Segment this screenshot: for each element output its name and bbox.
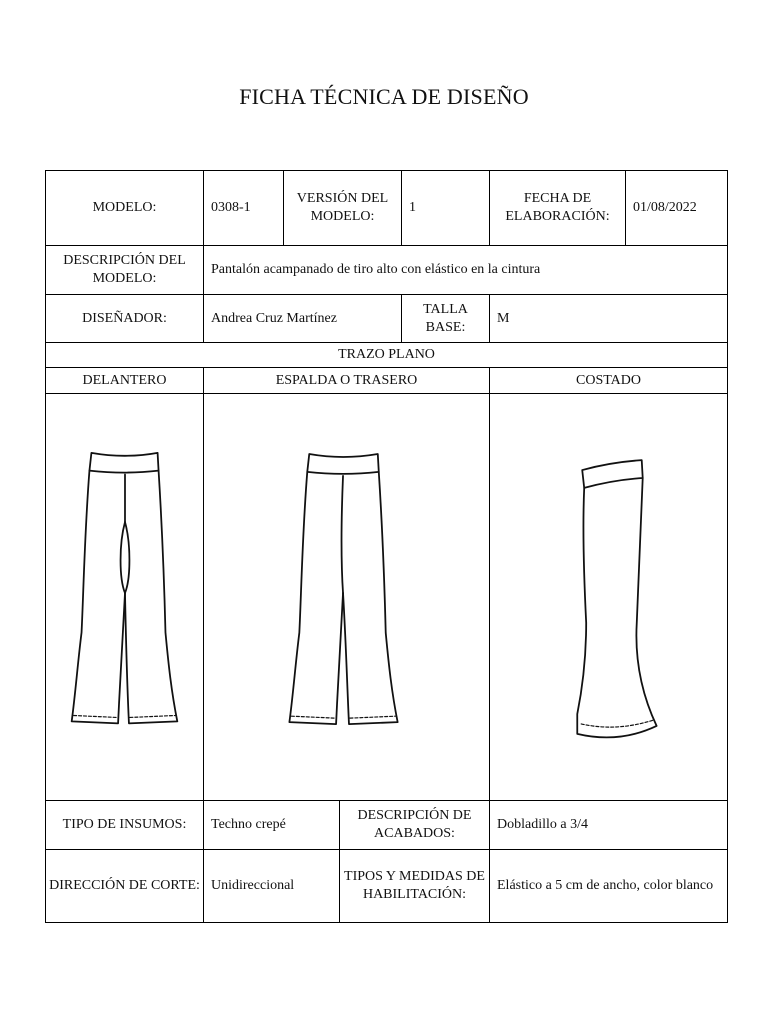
fecha-value: 01/08/2022 — [625, 170, 728, 246]
version-value: 1 — [401, 170, 490, 246]
talla-label: TALLA BASE: — [401, 294, 490, 343]
front-pants-sketch — [46, 394, 203, 800]
talla-value: M — [489, 294, 728, 343]
back-pants-sketch — [204, 394, 489, 800]
front-view-drawing — [45, 393, 204, 801]
view-delantero-label: DELANTERO — [45, 367, 204, 394]
trazo-plano-heading: TRAZO PLANO — [45, 342, 728, 368]
disenador-label: DISEÑADOR: — [45, 294, 204, 343]
insumos-label: TIPO DE INSUMOS: — [45, 800, 204, 850]
fecha-label: FECHA DE ELABORACIÓN: — [489, 170, 626, 246]
habilitacion-value: Elástico a 5 cm de ancho, color blanco — [489, 849, 728, 923]
acabados-label: DESCRIPCIÓN DE ACABADOS: — [339, 800, 490, 850]
side-pants-sketch — [490, 394, 727, 800]
corte-label: DIRECCIÓN DE CORTE: — [45, 849, 204, 923]
document-title: FICHA TÉCNICA DE DISEÑO — [239, 84, 529, 109]
descripcion-label: DESCRIPCIÓN DEL MODELO: — [45, 245, 204, 295]
side-view-drawing — [489, 393, 728, 801]
descripcion-value: Pantalón acampanado de tiro alto con elástico en la cintura — [203, 245, 728, 295]
technical-sheet-table — [45, 170, 728, 923]
disenador-value: Andrea Cruz Martínez — [203, 294, 402, 343]
corte-value: Unidireccional — [203, 849, 340, 923]
insumos-value: Techno crepé — [203, 800, 340, 850]
modelo-value: 0308-1 — [203, 170, 284, 246]
view-costado-label: COSTADO — [489, 367, 728, 394]
habilitacion-label: TIPOS Y MEDIDAS DE HABILITACIÓN: — [339, 849, 490, 923]
modelo-label: MODELO: — [45, 170, 204, 246]
view-espalda-label: ESPALDA O TRASERO — [203, 367, 490, 394]
acabados-value: Dobladillo a 3/4 — [489, 800, 728, 850]
back-view-drawing — [203, 393, 490, 801]
version-label: VERSIÓN DEL MODELO: — [283, 170, 402, 246]
